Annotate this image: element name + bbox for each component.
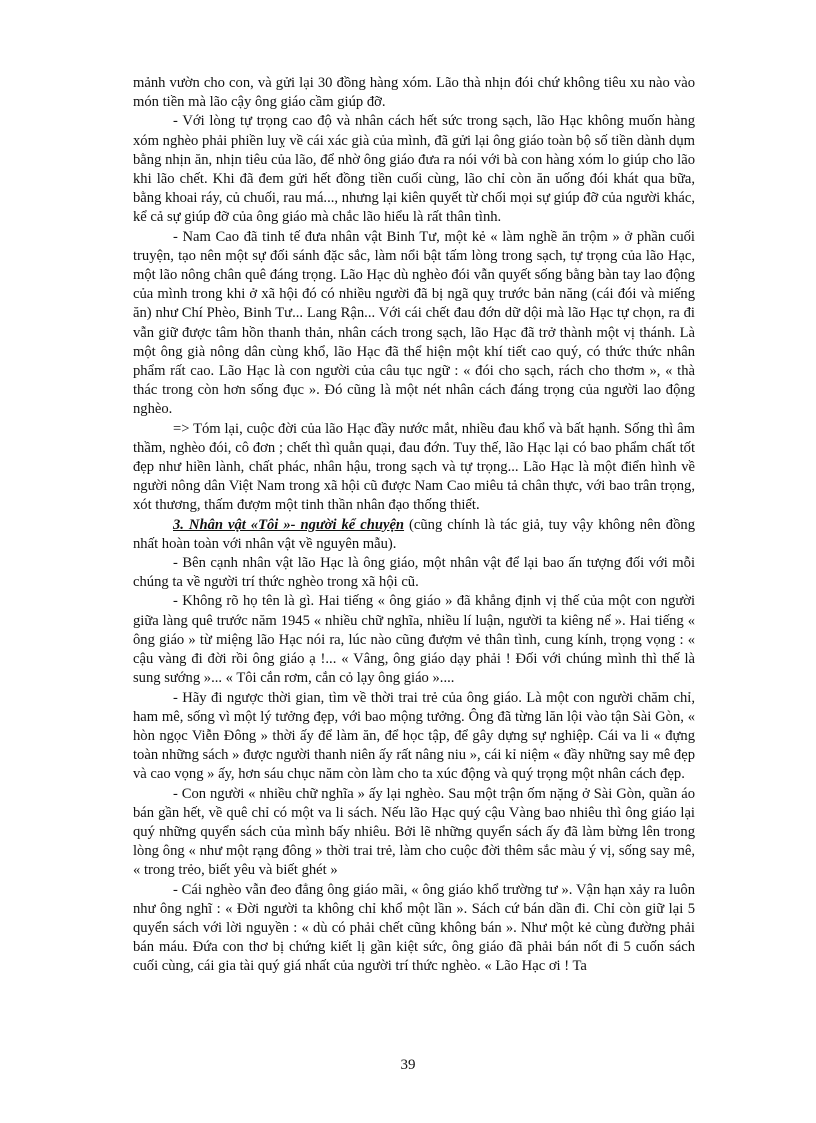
paragraph-6: - Không rõ họ tên là gì. Hai tiếng « ông giáo » đã khẳng định vị thế của một con người giữa làng quê trước năm 1945 « nhiều chữ nghĩa, nhiều lí luận, người ta kiêng nể ». Hai tiếng « ông giáo » từ miệng lão Hạc nói ra, lúc nào cũng đượm vẻ thân tình, cung kính, trọng vọng : « cậu vàng đi đời rồi ông giáo ạ !... « Vâng, ông giáo dạy phải ! Đối với chúng mình thì thế là sung sướng »... « Tôi cắn rơm, cắn cỏ lạy ông giáo ».... — [133, 593, 695, 687]
section-heading-suffix: (cũng chính là tác giả, tuy vậy không nên đồng nhất hoàn toàn với nhân vật về nguyên mẫu). — [133, 516, 695, 552]
paragraph-2: - Với lòng tự trọng cao độ và nhân cách hết sức trong sạch, lão Hạc không muốn hàng xóm nghèo phải phiền luỵ về cái xác già của mình, đã gửi lại ông giáo toàn bộ số tiền dành dụm bằng nhịn ăn, nhịn tiêu của lão, để nhờ ông giáo đưa ra nói với bà con hàng xóm lo giúp cho lão khi lão chết. Khi đã đem gửi hết đồng tiền cuối cùng, lão chỉ còn ăn uống đói khát qua bữa, bằng khoai ráy, củ chuối, rau má..., nhưng lại kiên quyết từ chối mọi sự giúp đỡ của người khác, kể cả sự giúp đỡ của ông giáo mà chắc lão hiểu là rất thân tình. — [133, 113, 695, 226]
paragraph-1: mảnh vườn cho con, và gửi lại 30 đồng hàng xóm. Lão thà nhịn đói chứ không tiêu xu nào vào món tiền mà lão cậy ông giáo cầm giúp đỡ. — [133, 75, 695, 111]
paragraph-8: - Con người « nhiều chữ nghĩa » ấy lại nghèo. Sau một trận ốm nặng ở Sài Gòn, quần áo bán gần hết, về quê chỉ có một va li sách. Nếu lão Hạc quý cậu Vàng bao nhiêu thì ông giáo lại quý những quyển sách của mình bấy nhiêu. Bởi lẽ những quyển sách ấy đã làm bừng lên trong lòng ông « như một rạng đông » thời trai trẻ, làm cho cuộc đời thêm sắc màu ý vị, sống say mê, « trong trẻo, biết yêu và biết ghét » — [133, 785, 695, 879]
paragraph-3: - Nam Cao đã tinh tế đưa nhân vật Binh Tư, một kẻ « làm nghề ăn trộm » ở phần cuối truyện, tạo nên một sự đối sánh đặc sắc, làm nổi bật tấm lòng trong sạch, tự trọng của lão Hạc, một lão nông chân quê đáng trọng. Lão Hạc dù nghèo đói vẫn quyết sống bằng bàn tay lao động của mình trong khi ở xã hội đó có nhiều người đã bị ngã quỵ trước bản năng (cái đói và miếng ăn) như Chí Phèo, Binh Tư... Lang Rận... Với cái chết đau đớn dữ dội mà lão Hạc tự chọn, ra đi vẫn giữ được tâm hồn thanh thản, nhân cách trong sạch, lão Hạc đã trở thành một vị thánh. Là một ông già nông dân cùng khổ, lão Hạc đã thể hiện một khí tiết cao quý, có thức thức nhân phẩm rất cao. Lão Hạc là con người của câu tục ngữ : « đói cho sạch, rách cho thơm », « thà thác trong còn hơn sống đục ». Đó cũng là một nét nhân cách đáng trọng của người lao động nghèo. — [133, 228, 695, 418]
paragraph-7: - Hãy đi ngược thời gian, tìm về thời trai trẻ của ông giáo. Là một con người chăm chỉ, ham mê, sống vì một lý tưởng đẹp, với bao mộng tưởng. Ông đã từng lăn lội vào tận Sài Gòn, « hòn ngọc Viễn Đông » thời ấy để làm ăn, để học tập, để gây dựng sự nghiệp. Cái va li « đựng toàn những sách » được người thanh niên ấy rất nâng niu », cái kỉ niệm « đầy những say mê đẹp và cao vọng » ấy, hơn sáu chục năm còn làm cho ta xúc động và quý trọng một nhân cách đẹp. — [133, 689, 695, 783]
section-heading: 3. Nhân vật «Tôi »- người kể chuyện — [173, 516, 405, 533]
paragraph-4: => Tóm lại, cuộc đời của lão Hạc đầy nước mắt, nhiều đau khổ và bất hạnh. Sống thì âm thầm, nghèo đói, cô đơn ; chết thì quằn quại, đau đớn. Tuy thế, lão Hạc lại có bao phẩm chất tốt đẹp như hiền lành, chất phác, nhân hậu, trong sạch và tự trọng... Lão Hạc là một điển hình về người nông dân Việt Nam trong xã hội cũ được Nam Cao miêu tả chân thực, với bao trân trọng, xót thương, thấm đượm một tinh thần nhân đạo thống thiết. — [133, 420, 695, 514]
paragraph-5: - Bên cạnh nhân vật lão Hạc là ông giáo, một nhân vật để lại bao ấn tượng đối với mỗi chúng ta về người trí thức nghèo trong xã hội cũ. — [133, 555, 695, 591]
page-number: 39 — [400, 1057, 416, 1073]
paragraph-9: - Cái nghèo vẫn đeo đẳng ông giáo mãi, « ông giáo khổ trường tư ». Vận hạn xảy ra luôn như ông nghĩ : « Đời người ta không chỉ khổ một lần ». Sách cứ bán dần đi. Chỉ còn giữ lại 5 quyển sách với lời nguyền : « dù có phải chết cũng không bán ». Như một kẻ cùng đường phải bán máu. Đứa con thơ bị chứng kiết lị gần kiệt sức, ông giáo đã phải bán nốt đi 5 cuốn sách cuối cùng, cái gia tài quý giá nhất của người trí thức nghèo. « Lão Hạc ơi ! Ta — [133, 881, 695, 975]
section-heading-paragraph — [133, 516, 695, 554]
document-page — [133, 74, 695, 977]
